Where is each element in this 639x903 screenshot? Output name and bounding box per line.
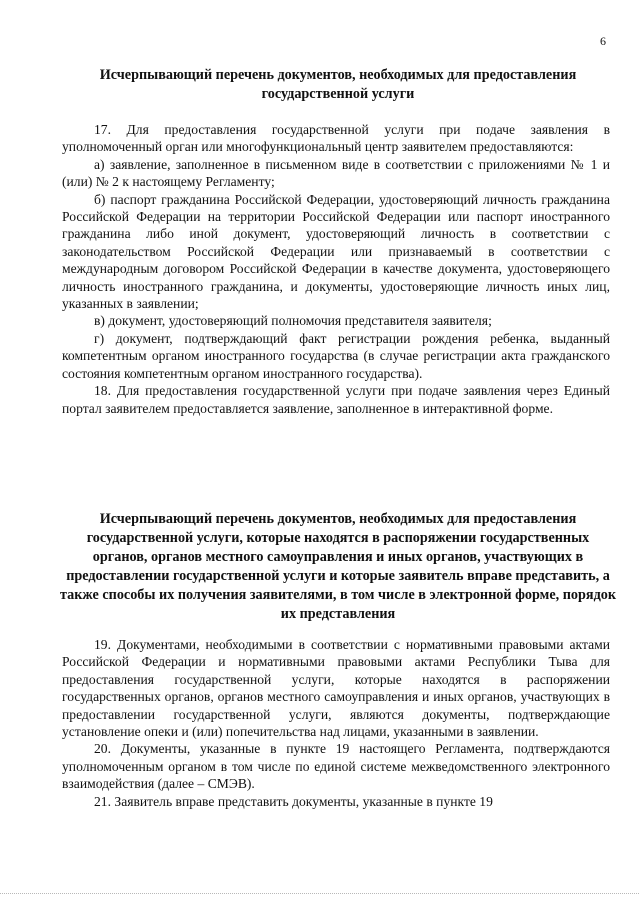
section-heading-interagency-documents: Исчерпывающий перечень документов, необходимых для предоставления государственной услуги, которые находятся в распоряжении государственных органов, органов местного самоуправления и иных органов, участвующих в предоставлении государственной услуги и которые заявитель вправе представить, а также способы их получения заявителями, в том числе в электронной форме, порядок их представления [60,511,617,622]
paragraph-19: 19. Документами, необходимыми в соответствии с нормативными правовыми актами Российской Федерации и нормативными правовыми актами Республики Тыва для предоставления государственной услуги, которые находятся в распоряжении государственных органов, органов местного самоуправления и иных органов, участвующих в предоставлении государственной услуги, являются документы, подтверждающие установление опеки и (или) попечительства над лицами, указанными в заявлении. [62,637,610,740]
scan-edge-line [0,893,639,894]
item-g: г) документ, подтверждающий факт регистрации рождения ребенка, выданный компетентным органом иностранного государства (в случае регистрации акта гражданского состояния компетентным органом иностранного государства). [62,330,610,381]
page-number: 6 [600,34,606,48]
paragraph-21: 21. Заявитель вправе представить документы, указанные в пункте 19 [94,793,493,809]
item-b: б) паспорт гражданина Российской Федерации, удостоверяющий личность гражданина Российской Федерации на территории Российской Федерации или паспорт иностранного гражданина либо иной документ, удостоверяющий личность в соответствии с законодательством Российской Федерации или признаваемый в соответствии с международным договором Российской Федерации в качестве документа, удостоверяющего личность иностранного гражданина, и документы, удостоверяющие личность иных лиц, указанных в заявлении; [62,191,610,312]
item-v: в) документ, удостоверяющий полномочия представителя заявителя; [94,313,492,329]
item-a: а) заявление, заполненное в письменном виде в соответствии с приложениями № 1 и (или) № 2 к настоящему Регламенту; [62,156,610,190]
section-heading-documents: Исчерпывающий перечень документов, необходимых для предоставления государственной услуги [99,67,577,102]
section-body-documents [62,121,610,417]
paragraph-17: 17. Для предоставления государственной услуги при подаче заявления в уполномоченный орган или многофункциональный центр заявителем предоставляются: [62,122,610,155]
paragraph-20: 20. Документы, указанные в пункте 19 настоящего Регламента, подтверждаются уполномоченным органом в том числе по единой системе межведомственного электронного взаимодействия (далее – СМЭВ). [62,741,610,792]
section-body-interagency [62,636,610,810]
paragraph-18: 18. Для предоставления государственной услуги при подаче заявления через Единый портал заявителем предоставляется заявление, заполненное в интерактивной форме. [62,383,610,416]
